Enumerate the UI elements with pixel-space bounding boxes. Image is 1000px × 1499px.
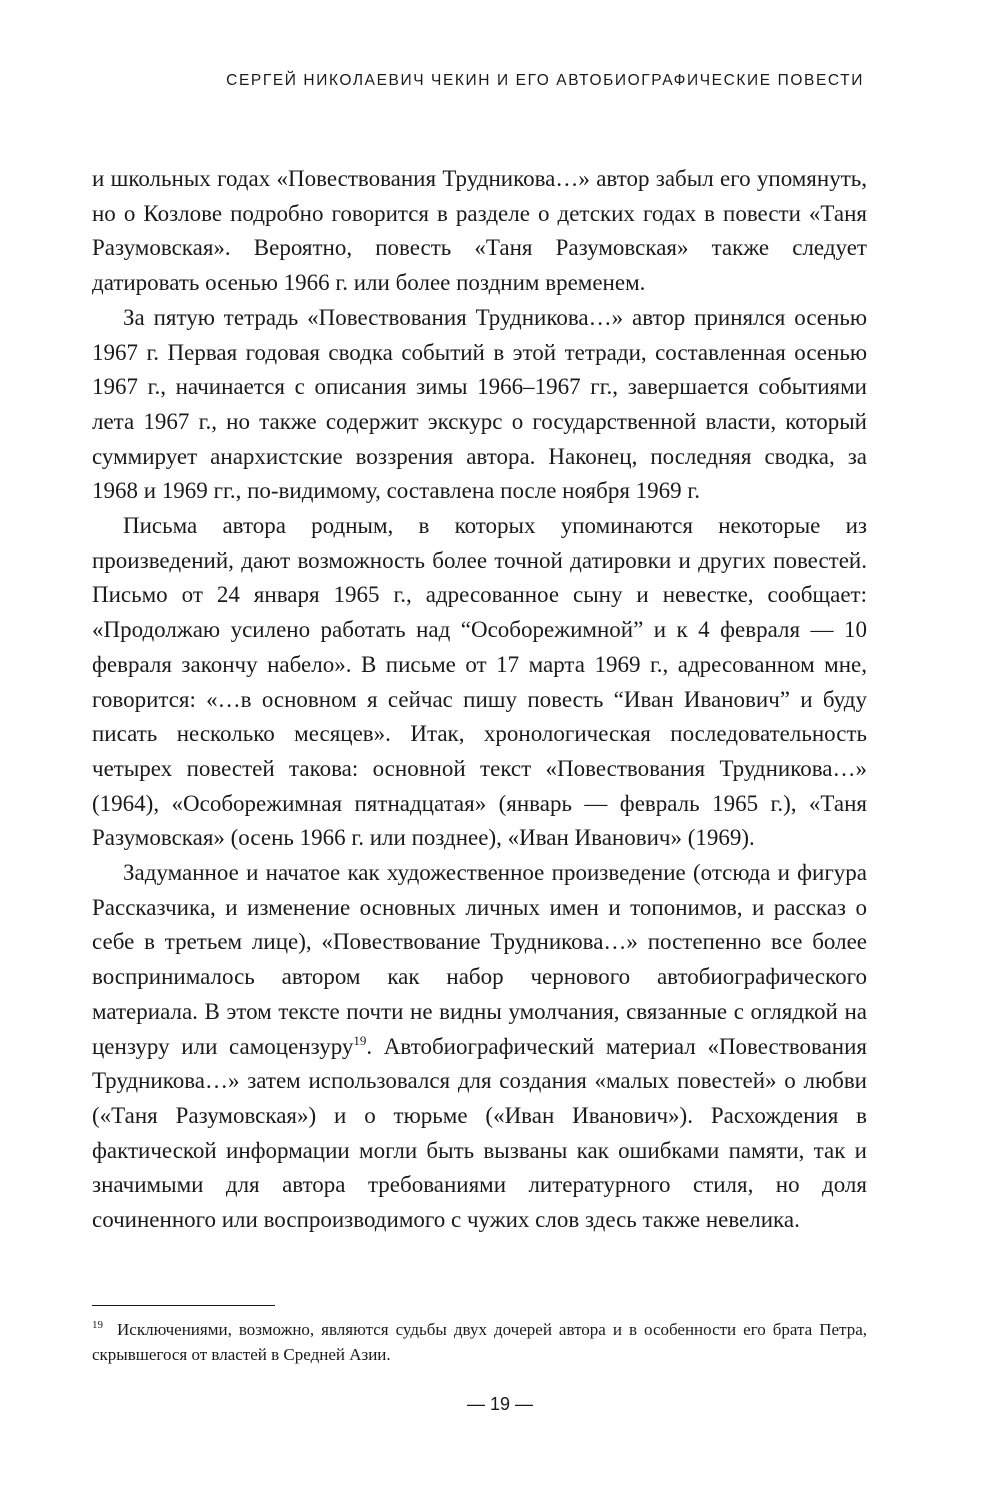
body-text (92, 162, 867, 1238)
paragraph-4-text-b: . Автобиографический материал «Повествования Трудникова…» затем использовался для создания «малых повестей» о любви («Таня Разумовская») и о тюрьме («Иван Иванович»). Расхождения в фактической информации могли быть вызваны как ошибками памяти, так и значимыми для автора требованиями литературного стиля, но доля сочиненного или воспроизводимого с чужих слов здесь также невелика. (92, 1033, 867, 1233)
running-head: СЕРГЕЙ НИКОЛАЕВИЧ ЧЕКИН И ЕГО АВТОБИОГРАФИЧЕСКИЕ ПОВЕСТИ (226, 72, 864, 89)
page-number: — 19 — (466, 1394, 534, 1414)
footnote-number: 19 (92, 1319, 103, 1331)
paragraph-1: и школьных годах «Повествования Трудникова…» автор забыл его упомянуть, но о Козлове подробно говорится в разделе о детских годах в повести «Таня Разумовская». Вероятно, повесть «Таня Разумовская» также следует датировать осенью 1966 г. или более поздним временем. (92, 166, 867, 296)
paragraph-4 (92, 856, 867, 1238)
footnote-reference[interactable]: 19 (353, 1032, 367, 1048)
paragraph-2: За пятую тетрадь «Повествования Трудникова…» автор принялся осенью 1967 г. Первая годовая сводка событий в этой тетради, составленная осенью 1967 г., начинается с описания зимы 1966–1967 гг., завершается событиями лета 1967 г., но также содержит экскурс о государственной власти, который суммирует анархистские воззрения автора. Наконец, последняя сводка, за 1968 и 1969 гг., по-видимому, составлена после ноября 1969 г. (92, 304, 867, 504)
footnote (92, 1317, 867, 1367)
paragraph-3: Письма автора родным, в которых упоминаются некоторые из произведений, дают возможность более точной датировки и других повестей. Письмо от 24 января 1965 г., адресованное сыну и невестке, сообщает: «Продолжаю усилено работать над “Особорежимной” и к 4 февраля — 10 февраля закончу набело». В письме от 17 марта 1969 г., адресованном мне, говорится: «…в основном я сейчас пишу повесть “Иван Иванович” и буду писать несколько месяцев». Итак, хронологическая последовательность четырех повестей такова: основной текст «Повествования Трудникова…» (1964), «Особорежимная пятнадцатая» (январь — февраль 1965 г.), «Таня Разумовская» (осень 1966 г. или позднее), «Иван Иванович» (1969). (92, 513, 867, 851)
paragraph-4-text-a: Задуманное и начатое как художественное произведение (отсюда и фигура Рассказчика, и изменение основных личных имен и топонимов, и рассказ о себе в третьем лице), «Повествование Трудникова…» постепенно все более воспринималось автором как набор чернового автобиографического материала. В этом тексте почти не видны умолчания, связанные с оглядкой на цензуру или самоцензуру (92, 860, 867, 1059)
footnote-text: Исключениями, возможно, являются судьбы двух дочерей автора и в особенности его брата Петра, скрывшегося от властей в Средней Азии. (92, 1320, 867, 1364)
footnote-divider (92, 1305, 275, 1306)
